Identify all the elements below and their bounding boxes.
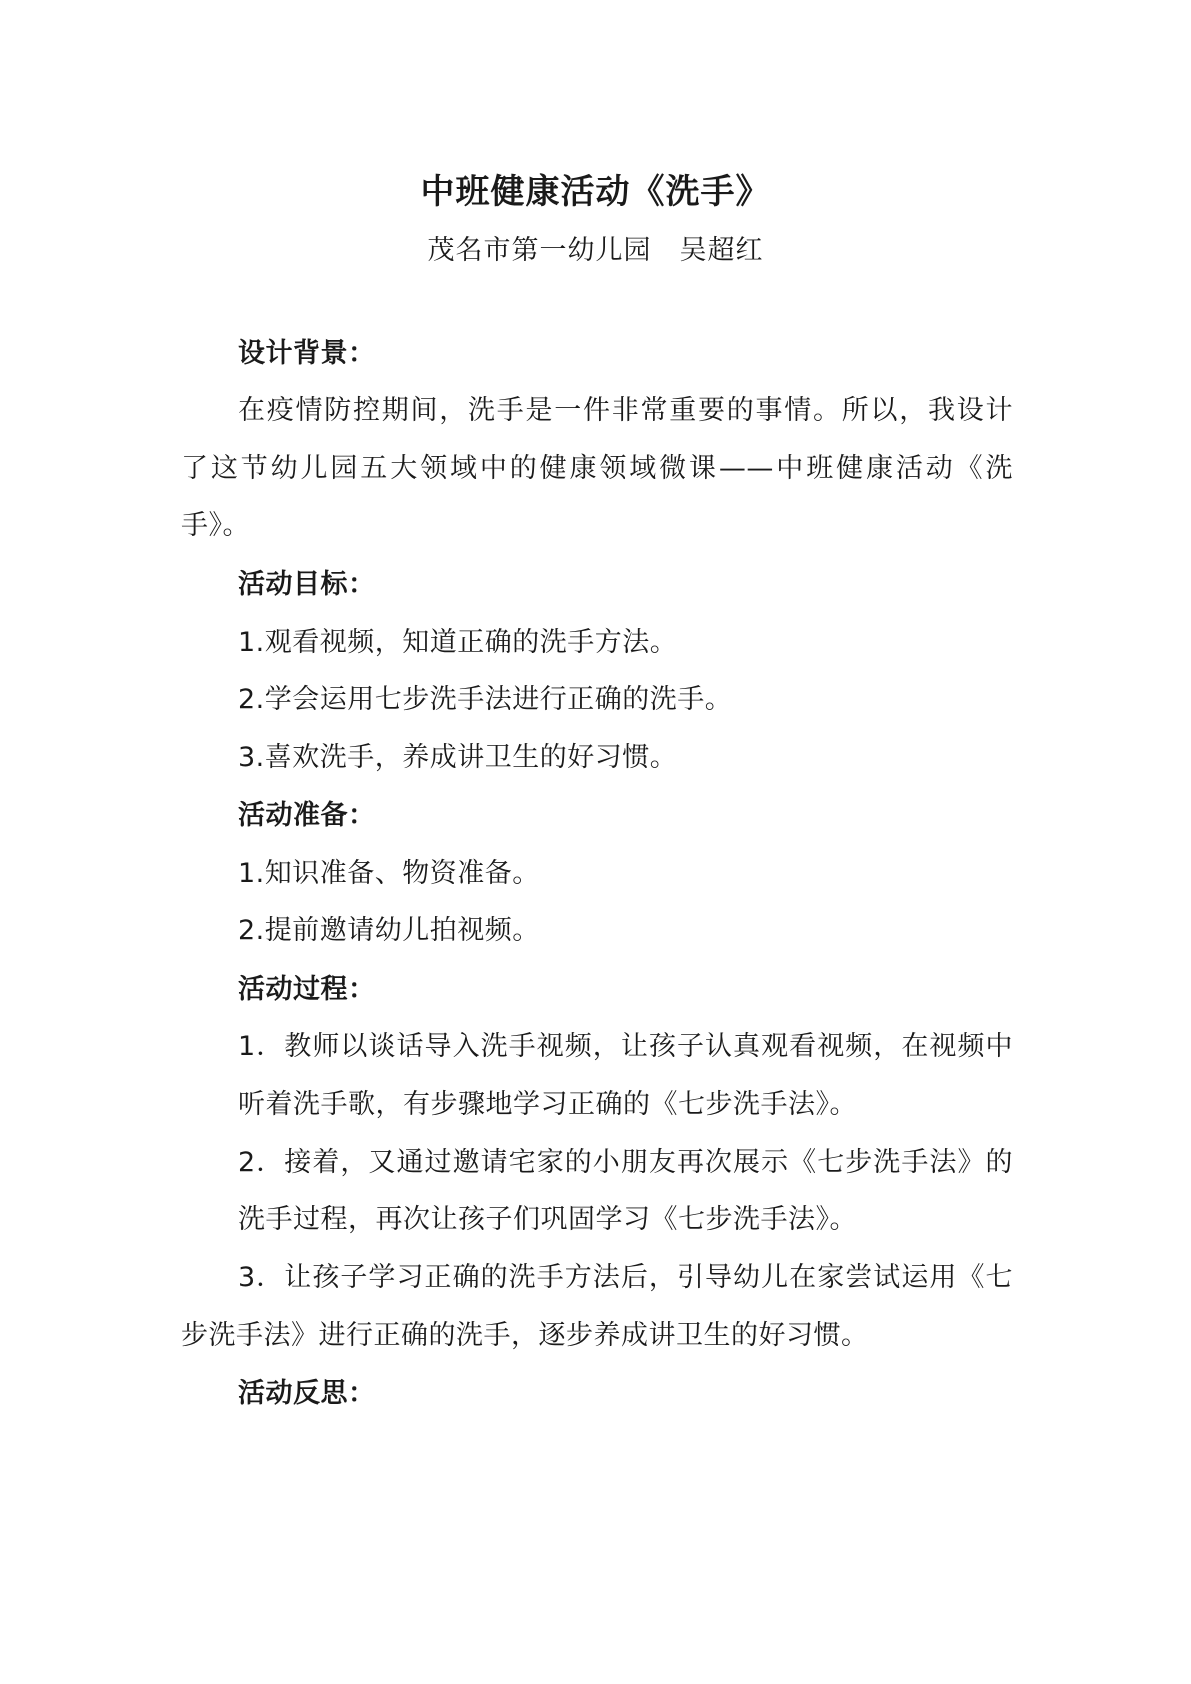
paragraph-line: 1．教师以谈话导入洗手视频，让孩子认真观看视频，在视频中 xyxy=(238,1031,1013,1062)
paragraph-line: 3．让孩子学习正确的洗手方法后，引导幼儿在家尝试运用《七 xyxy=(238,1262,1013,1293)
paragraph-line: 听着洗手歌，有步骤地学习正确的《七步洗手法》。 xyxy=(238,1089,857,1120)
section-heading-process: 活动过程： xyxy=(238,974,376,1005)
list-item: 2.提前邀请幼儿拍视频。 xyxy=(238,915,540,946)
author-line: 茂名市第一幼儿园 吴超红 xyxy=(427,235,764,266)
list-item: 3.喜欢洗手，养成讲卫生的好习惯。 xyxy=(238,742,678,773)
paragraph-line: 2．接着，又通过邀请宅家的小朋友再次展示《七步洗手法》的 xyxy=(238,1147,1013,1178)
list-item: 2.学会运用七步洗手法进行正确的洗手。 xyxy=(238,684,733,715)
paragraph-line: 洗手过程，再次让孩子们巩固学习《七步洗手法》。 xyxy=(238,1204,857,1235)
paragraph-line: 在疫情防控期间，洗手是一件非常重要的事情。所以，我设计 xyxy=(238,395,1013,426)
page-title: 中班健康活动《洗手》 xyxy=(420,172,771,212)
paragraph-line: 手》。 xyxy=(181,510,250,541)
section-heading-preparation: 活动准备： xyxy=(238,800,376,831)
list-item: 1.观看视频，知道正确的洗手方法。 xyxy=(238,627,678,658)
section-heading-goals: 活动目标： xyxy=(238,569,376,600)
section-heading-background: 设计背景： xyxy=(238,338,376,369)
section-heading-reflection: 活动反思： xyxy=(238,1378,376,1409)
paragraph-line: 步洗手法》进行正确的洗手，逐步养成讲卫生的好习惯。 xyxy=(181,1320,869,1351)
paragraph-line: 了这节幼儿园五大领域中的健康领域微课——中班健康活动《洗 xyxy=(181,453,1013,484)
list-item: 1.知识准备、物资准备。 xyxy=(238,858,540,889)
